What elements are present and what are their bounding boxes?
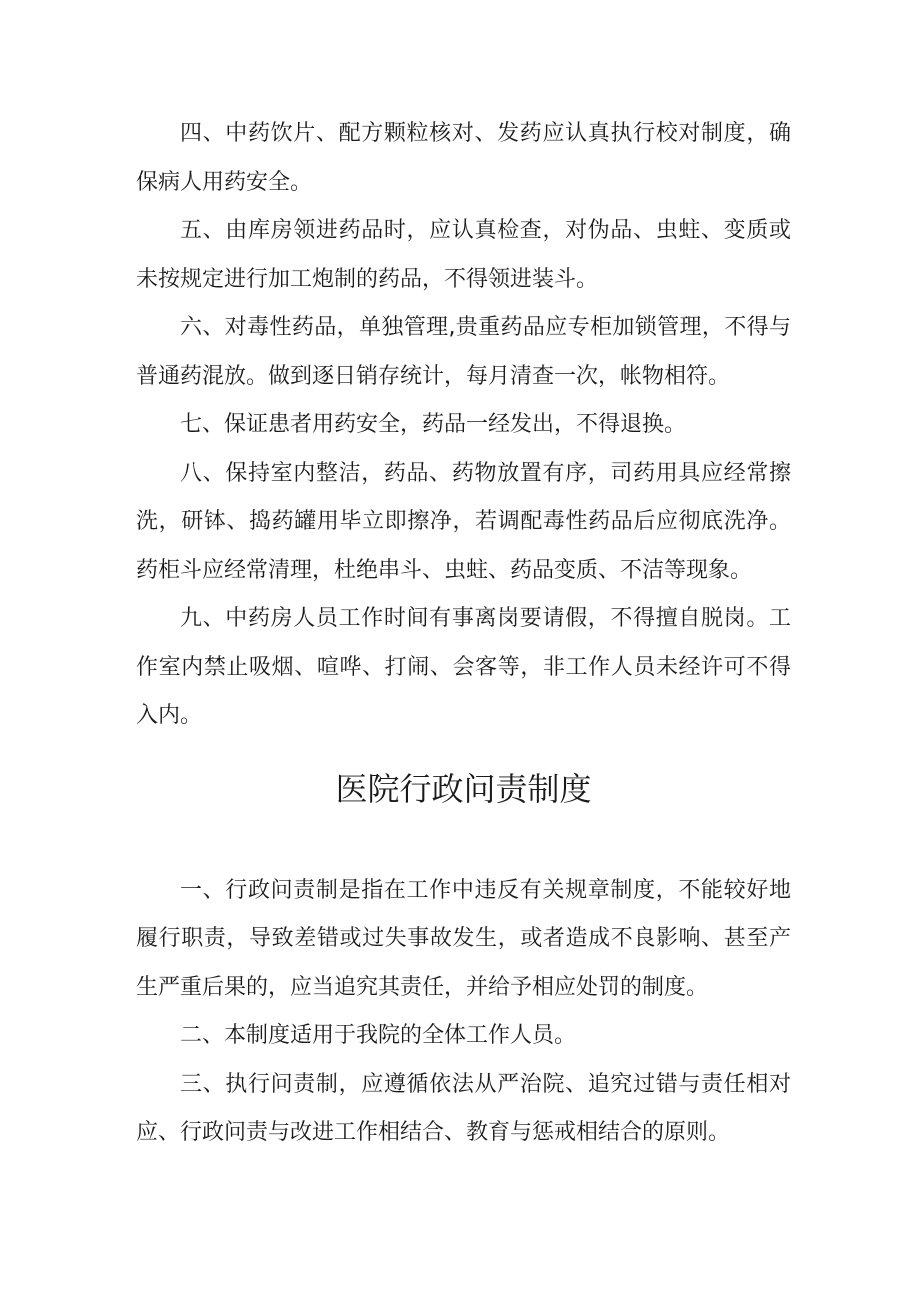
rule-paragraph-4: 四、中药饮片、配方颗粒核对、发药应认真执行校对制度，确保病人用药安全。: [136, 121, 791, 195]
section-title: 医院行政问责制度: [335, 769, 592, 808]
document-page: [136, 110, 791, 1158]
rule-paragraph-7: 七、保证患者用药安全，药品一经发出，不得退换。: [180, 412, 687, 437]
rule-paragraph-5: 五、由库房领进药品时，应认真检查，对伪品、虫蛀、变质或未按规定进行加工炮制的药品，不得领进装斗。: [136, 218, 791, 292]
accountability-section: [136, 867, 791, 1158]
accountability-paragraph-3: 三、执行问责制，应遵循依法从严治院、追究过错与责任相对应、行政问责与改进工作相结合、教育与惩戒相结合的原则。: [136, 1071, 791, 1145]
pharmacy-rules-section: [136, 110, 791, 741]
rule-paragraph-6: 六、对毒性药品，单独管理,贵重药品应专柜加锁管理，不得与普通药混放。做到逐日销存统计，每月清查一次，帐物相符。: [136, 315, 791, 389]
accountability-paragraph-1: 一、行政问责制是指在工作中违反有关规章制度，不能较好地履行职责，导致差错或过失事故发生，或者造成不良影响、甚至产生严重后果的，应当追究其责任，并给予相应处罚的制度。: [136, 877, 791, 1000]
rule-paragraph-9: 九、中药房人员工作时间有事离岗要请假，不得擅自脱岗。工作室内禁止吸烟、喧哗、打闹、会客等，非工作人员未经许可不得入内。: [136, 606, 791, 728]
rule-paragraph-8: 八、保持室内整洁，药品、药物放置有序，司药用具应经常擦洗，研钵、捣药罐用毕立即擦净，若调配毒性药品后应彻底洗净。药柜斗应经常清理，杜绝串斗、虫蛀、药品变质、不洁等现象。: [136, 460, 791, 583]
accountability-paragraph-2: 二、本制度适用于我院的全体工作人员。: [180, 1023, 577, 1048]
